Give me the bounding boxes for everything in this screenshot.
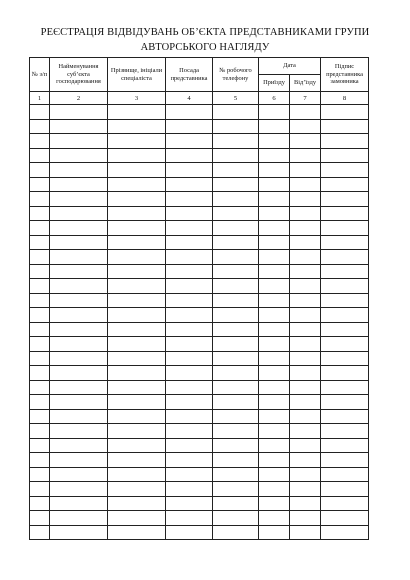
table-cell [213,235,259,250]
table-cell [50,308,108,323]
table-cell [259,424,290,439]
table-cell [50,206,108,221]
table-cell [108,438,166,453]
table-cell [213,206,259,221]
column-number: 8 [321,92,369,105]
table-row [30,293,369,308]
table-cell [290,424,321,439]
table-cell [259,293,290,308]
table-cell [259,525,290,540]
table-cell [259,163,290,178]
table-cell [50,409,108,424]
table-cell [290,119,321,134]
table-cell [213,119,259,134]
table-cell [50,221,108,236]
header-signature: Підпис представника замовника [321,58,369,92]
table-row [30,119,369,134]
header-departure: Від’їзду [290,75,321,92]
table-row [30,366,369,381]
table-cell [50,424,108,439]
table-row [30,235,369,250]
table-cell [321,482,369,497]
table-row [30,148,369,163]
table-cell [321,322,369,337]
table-cell [259,366,290,381]
table-cell [30,206,50,221]
table-cell [30,293,50,308]
table-cell [259,221,290,236]
table-cell [108,308,166,323]
table-cell [321,525,369,540]
table-cell [30,482,50,497]
table-cell [166,119,213,134]
table-cell [30,177,50,192]
table-cell [213,496,259,511]
table-cell [166,380,213,395]
table-cell [290,206,321,221]
table-cell [321,438,369,453]
table-cell [259,496,290,511]
table-cell [259,119,290,134]
table-cell [166,221,213,236]
table-row [30,337,369,352]
table-cell [108,366,166,381]
table-cell [290,192,321,207]
table-cell [259,322,290,337]
table-cell [50,467,108,482]
table-cell [213,351,259,366]
table-cell [30,467,50,482]
table-cell [166,308,213,323]
table-cell [290,163,321,178]
table-cell [213,380,259,395]
table-cell [213,467,259,482]
table-cell [259,438,290,453]
table-cell [108,235,166,250]
table-cell [108,511,166,526]
table-row [30,424,369,439]
table-row [30,308,369,323]
table-cell [259,206,290,221]
document-title-line-1: РЕЄСТРАЦІЯ ВІДВІДУВАНЬ ОБ’ЄКТА ПРЕДСТАВНИКАМИ ГРУПИ [40,27,370,38]
table-cell [321,264,369,279]
table-cell [259,351,290,366]
table-cell [108,351,166,366]
table-cell [290,148,321,163]
table-cell [213,453,259,468]
table-cell [30,163,50,178]
table-cell [50,366,108,381]
table-cell [166,453,213,468]
table-cell [213,264,259,279]
table-cell [166,279,213,294]
table-cell [30,235,50,250]
table-cell [30,119,50,134]
table-cell [108,380,166,395]
table-cell [166,177,213,192]
table-cell [290,322,321,337]
table-cell [290,337,321,352]
table-cell [290,409,321,424]
table-cell [30,351,50,366]
table-cell [50,496,108,511]
table-cell [166,192,213,207]
table-cell [213,424,259,439]
table-cell [50,337,108,352]
table-cell [321,119,369,134]
table-cell [321,105,369,120]
table-cell [321,395,369,410]
table-cell [259,250,290,265]
table-cell [30,453,50,468]
table-cell [290,380,321,395]
table-cell [213,279,259,294]
table-cell [321,453,369,468]
table-cell [321,496,369,511]
table-cell [213,221,259,236]
table-cell [166,293,213,308]
table-cell [50,380,108,395]
table-cell [50,119,108,134]
table-cell [166,496,213,511]
table-row [30,380,369,395]
table-cell [50,134,108,149]
table-cell [290,308,321,323]
table-cell [108,293,166,308]
table-cell [213,250,259,265]
table-cell [166,525,213,540]
table-cell [259,511,290,526]
table-cell [108,322,166,337]
table-cell [290,235,321,250]
table-cell [290,279,321,294]
table-cell [166,366,213,381]
table-cell [290,351,321,366]
table-cell [30,250,50,265]
table-cell [290,293,321,308]
table-cell [30,409,50,424]
table-cell [50,177,108,192]
table-cell [108,163,166,178]
table-cell [30,105,50,120]
table-row [30,163,369,178]
table-cell [166,467,213,482]
table-cell [30,525,50,540]
table-cell [290,482,321,497]
column-number: 1 [30,92,50,105]
table-cell [108,192,166,207]
table-row [30,482,369,497]
table-cell [213,525,259,540]
table-cell [213,395,259,410]
column-number: 5 [213,92,259,105]
table-row [30,351,369,366]
header-arrival: Приїзду [259,75,290,92]
table-cell [259,380,290,395]
table-row [30,105,369,120]
table-cell [30,308,50,323]
table-cell [108,264,166,279]
table-row [30,206,369,221]
table-cell [213,192,259,207]
table-cell [50,279,108,294]
table-cell [108,453,166,468]
table-cell [50,264,108,279]
table-cell [213,177,259,192]
table-cell [30,134,50,149]
table-cell [259,453,290,468]
table-cell [290,395,321,410]
table-cell [108,206,166,221]
table-cell [108,496,166,511]
table-cell [108,177,166,192]
table-cell [321,177,369,192]
header-num: № з/п [30,58,50,92]
table-cell [30,395,50,410]
table-cell [30,366,50,381]
table-cell [30,380,50,395]
table-cell [166,395,213,410]
table-cell [290,496,321,511]
table-cell [213,134,259,149]
table-cell [321,337,369,352]
table-cell [321,293,369,308]
table-row [30,322,369,337]
column-number: 7 [290,92,321,105]
table-cell [321,308,369,323]
document-title-line-2: АВТОРСЬКОГО НАГЛЯДУ [140,42,270,53]
table-cell [30,264,50,279]
table-cell [321,511,369,526]
table-cell [213,337,259,352]
table-cell [213,322,259,337]
table-cell [108,134,166,149]
table-cell [321,250,369,265]
header-position: Посада представника [166,58,213,92]
table-cell [321,351,369,366]
table-row [30,511,369,526]
table-cell [50,148,108,163]
visits-register-table [29,57,369,540]
table-cell [166,250,213,265]
table-cell [290,250,321,265]
table-cell [290,105,321,120]
table-cell [213,409,259,424]
table-cell [213,366,259,381]
table-cell [50,351,108,366]
table-cell [290,511,321,526]
table-cell [30,337,50,352]
table-cell [166,134,213,149]
table-cell [213,482,259,497]
register-body [30,105,369,540]
table-cell [259,192,290,207]
table-row [30,134,369,149]
table-cell [50,163,108,178]
column-number: 2 [50,92,108,105]
column-numbers-row [30,92,369,105]
column-number: 4 [166,92,213,105]
table-row [30,453,369,468]
table-cell [259,235,290,250]
table-cell [50,482,108,497]
table-row [30,221,369,236]
table-cell [108,467,166,482]
table-cell [50,293,108,308]
column-number: 3 [108,92,166,105]
table-cell [290,366,321,381]
table-cell [290,525,321,540]
table-cell [166,264,213,279]
table-cell [321,366,369,381]
table-cell [259,134,290,149]
table-row [30,264,369,279]
table-cell [166,351,213,366]
table-cell [321,206,369,221]
table-cell [321,148,369,163]
table-row [30,250,369,265]
table-cell [213,293,259,308]
table-cell [321,380,369,395]
table-cell [50,453,108,468]
table-cell [108,424,166,439]
table-cell [213,438,259,453]
header-entity: Найменування суб’єкта господарювання [50,58,108,92]
table-cell [30,148,50,163]
table-cell [259,105,290,120]
table-row [30,467,369,482]
table-cell [213,163,259,178]
table-cell [213,308,259,323]
table-cell [290,177,321,192]
table-cell [108,221,166,236]
table-cell [108,337,166,352]
table-cell [50,235,108,250]
table-cell [166,148,213,163]
table-cell [30,424,50,439]
table-row [30,438,369,453]
table-cell [108,409,166,424]
table-cell [50,322,108,337]
table-cell [108,482,166,497]
table-cell [259,467,290,482]
table-cell [321,279,369,294]
table-cell [321,134,369,149]
header-phone: № робочого телефону [213,58,259,92]
table-cell [290,467,321,482]
table-cell [290,453,321,468]
table-cell [30,279,50,294]
table-cell [166,235,213,250]
table-cell [50,250,108,265]
table-row [30,496,369,511]
table-row [30,177,369,192]
table-cell [166,424,213,439]
table-cell [166,105,213,120]
header-date: Дата [259,58,321,75]
table-cell [50,105,108,120]
table-cell [259,482,290,497]
table-row [30,395,369,410]
table-cell [321,409,369,424]
table-cell [213,105,259,120]
table-cell [321,192,369,207]
table-cell [259,264,290,279]
table-cell [321,467,369,482]
table-cell [321,235,369,250]
table-cell [50,192,108,207]
table-cell [108,250,166,265]
table-cell [259,148,290,163]
table-cell [166,206,213,221]
table-cell [108,105,166,120]
table-cell [30,192,50,207]
table-cell [166,482,213,497]
table-cell [30,438,50,453]
table-cell [213,511,259,526]
table-cell [108,395,166,410]
table-cell [290,134,321,149]
table-cell [259,279,290,294]
table-cell [259,337,290,352]
table-cell [259,177,290,192]
table-cell [321,163,369,178]
table-cell [50,525,108,540]
table-cell [50,511,108,526]
table-cell [166,409,213,424]
column-number: 6 [259,92,290,105]
table-cell [108,279,166,294]
table-cell [30,322,50,337]
table-row [30,409,369,424]
table-cell [166,163,213,178]
table-cell [30,496,50,511]
table-cell [290,221,321,236]
table-cell [166,337,213,352]
table-cell [50,395,108,410]
table-cell [108,119,166,134]
table-cell [166,438,213,453]
table-cell [108,525,166,540]
table-row [30,192,369,207]
table-cell [30,511,50,526]
table-cell [290,264,321,279]
table-cell [166,322,213,337]
table-cell [321,424,369,439]
table-cell [108,148,166,163]
table-row [30,279,369,294]
table-cell [50,438,108,453]
table-cell [166,511,213,526]
table-row [30,525,369,540]
table-cell [30,221,50,236]
table-cell [259,395,290,410]
table-cell [290,438,321,453]
header-specialist-name: Прізвище, ініціали спеціаліста [108,58,166,92]
table-cell [259,409,290,424]
table-cell [213,148,259,163]
table-cell [259,308,290,323]
table-cell [321,221,369,236]
